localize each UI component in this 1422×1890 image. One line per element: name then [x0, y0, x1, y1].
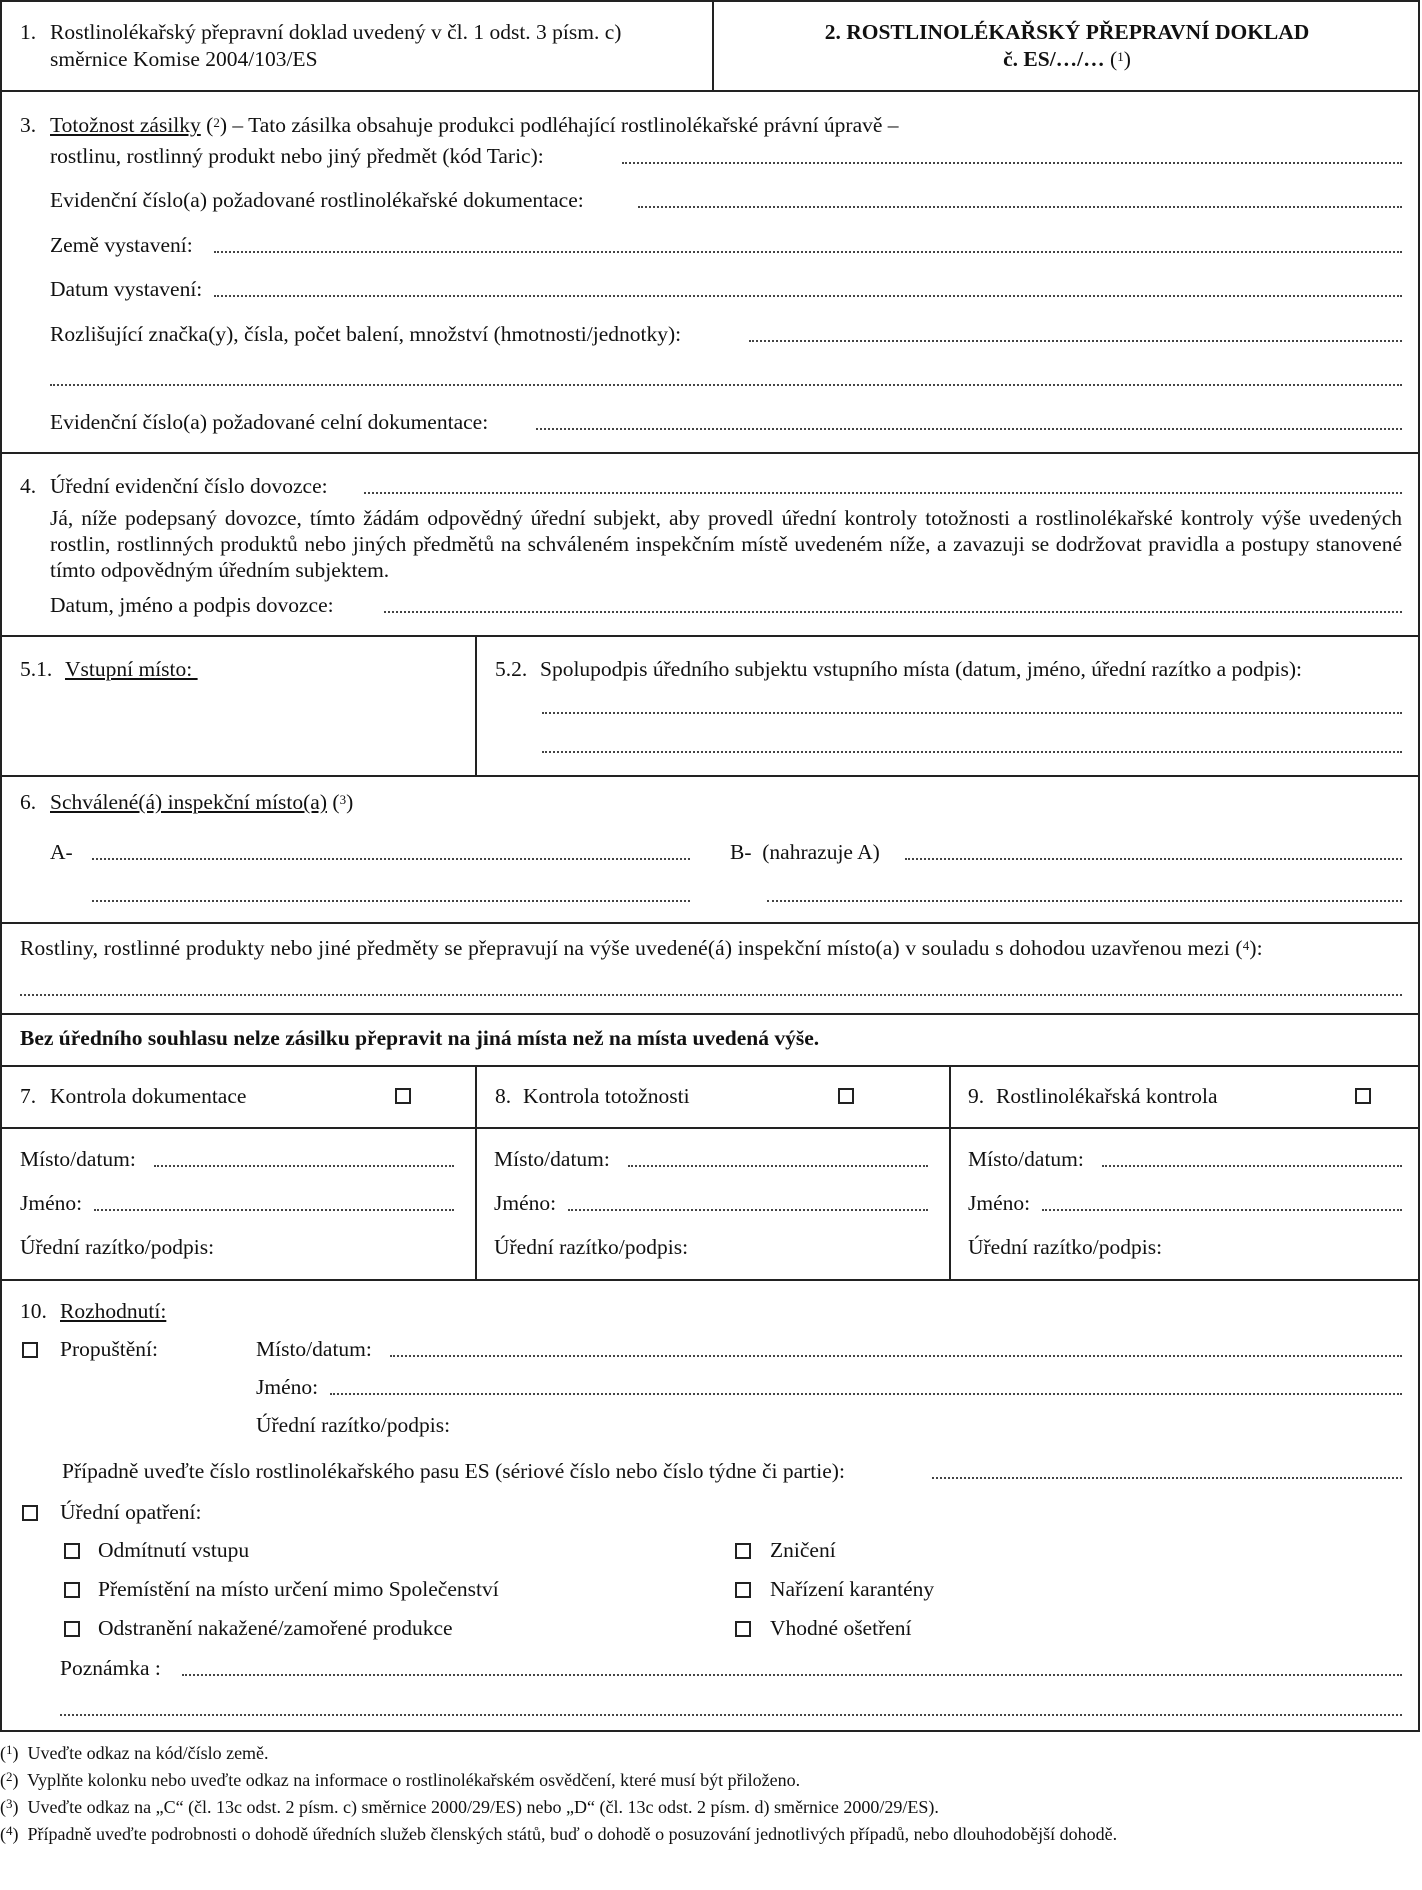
box7-name-field[interactable]: [94, 1209, 454, 1211]
plant-health-check-checkbox[interactable]: [1355, 1088, 1371, 1104]
box51-number: 5.1.: [20, 657, 53, 681]
box9-name-label: Jméno:: [968, 1191, 1031, 1215]
box8-name-field[interactable]: [568, 1209, 928, 1211]
footnote-ref-4: 4: [1242, 938, 1250, 953]
footnote-1: ($^1$) Uveďte odkaz na kód/číslo země.: [0, 1742, 269, 1763]
footnote-3: ($^3$) Uveďte odkaz na „C“ (čl. 13c odst. 2 písm. c) směrnice 2000/29/ES) nebo „D“ (čl. 13c odst. 2 písm. d) směrnice 2000/29/ES).: [0, 1796, 939, 1817]
inspection-site-b-field[interactable]: [905, 858, 1402, 860]
box8-label: Kontrola totožnosti: [523, 1084, 690, 1108]
countersign-field-2[interactable]: [542, 751, 1402, 753]
passport-label: Případně uveďte číslo rostlinolékařského pasu ES (sériové číslo nebo číslo týdne či partie):: [62, 1459, 845, 1483]
box7-number: 7.: [20, 1084, 37, 1108]
treatment-checkbox[interactable]: [735, 1621, 751, 1637]
quarantine-label: Nařízení karantény: [770, 1577, 935, 1601]
box9-stamp-label: Úřední razítko/podpis:: [968, 1235, 1163, 1259]
box8-place-field[interactable]: [628, 1165, 928, 1167]
note-field[interactable]: [182, 1674, 1402, 1676]
taric-code-field[interactable]: [622, 162, 1402, 164]
importer-signature-field[interactable]: [384, 611, 1402, 613]
relocation-label: Přemístění na místo určení mimo Společenství: [98, 1577, 499, 1601]
box2-number-text: č. ES/…/…: [1003, 47, 1105, 71]
box8-stamp-label: Úřední razítko/podpis:: [494, 1235, 689, 1259]
box6-number: 6.: [20, 790, 37, 814]
customs-doc-number-field[interactable]: [536, 428, 1402, 430]
passport-number-field[interactable]: [932, 1477, 1402, 1479]
release-checkbox[interactable]: [22, 1342, 38, 1358]
country-of-issue-field[interactable]: [214, 251, 1402, 253]
box3-heading: Totožnost zásilky: [50, 113, 201, 137]
box6-a-label: A-: [50, 840, 73, 864]
marks-quantity-field-2[interactable]: [50, 384, 1402, 386]
box7-place-field[interactable]: [154, 1165, 454, 1167]
box3-intro: – Tato zásilka obsahuje produkci podléhající rostlinolékařské právní úpravě –: [226, 113, 899, 137]
note-label: Poznámka :: [60, 1656, 161, 1680]
footnote-ref-3: 3: [339, 792, 347, 807]
official-measures-checkbox[interactable]: [22, 1505, 38, 1521]
removal-checkbox[interactable]: [64, 1621, 80, 1637]
agreement-field[interactable]: [20, 994, 1402, 996]
box7-place-label: Místo/datum:: [20, 1147, 136, 1171]
transport-statement: Rostliny, rostlinné produkty nebo jiné předměty se přepravují na výše uvedené(á) inspekční místo(a) v souladu s dohodou uzavřenou mezi ($^4$):: [20, 936, 1263, 960]
release-name-field[interactable]: [330, 1393, 1402, 1395]
box9-name-field[interactable]: [1042, 1209, 1402, 1211]
release-label: Propuštění:: [60, 1337, 158, 1361]
box9-place-label: Místo/datum:: [968, 1147, 1084, 1171]
removal-label: Odstranění nakažené/zamořené produkce: [98, 1616, 453, 1640]
doc-check-checkbox[interactable]: [395, 1088, 411, 1104]
box2-title: 2. ROSTLINOLÉKAŘSKÝ PŘEPRAVNÍ DOKLAD: [824, 20, 1310, 44]
transport-warning: Bez úředního souhlasu nelze zásilku přepravit na jiná místa než na místa uvedená výše.: [20, 1026, 820, 1050]
box7-name-label: Jméno:: [20, 1191, 83, 1215]
box7-label: Kontrola dokumentace: [50, 1084, 247, 1108]
quarantine-checkbox[interactable]: [735, 1582, 751, 1598]
release-place-field[interactable]: [390, 1355, 1402, 1357]
importer-registration-field[interactable]: [364, 492, 1402, 494]
box9-place-field[interactable]: [1102, 1165, 1402, 1167]
box6-b-label: B- (nahrazuje A): [730, 840, 880, 864]
release-place-label: Místo/datum:: [256, 1337, 372, 1361]
marks-quantity-field[interactable]: [749, 340, 1402, 342]
box3-line2: rostlinu, rostlinný produkt nebo jiný předmět (kód Taric):: [50, 144, 544, 168]
box3-field2-label: Země vystavení:: [50, 233, 193, 257]
inspection-site-a-field-2[interactable]: [92, 900, 690, 902]
inspection-site-a-field[interactable]: [92, 858, 690, 860]
footnote-ref-2: 2: [213, 115, 220, 130]
release-stamp-label: Úřední razítko/podpis:: [256, 1413, 451, 1437]
box3-field5-label: Evidenční číslo(a) požadované celní dokumentace:: [50, 410, 489, 434]
box3-number: 3.: [20, 113, 37, 137]
box8-name-label: Jméno:: [494, 1191, 557, 1215]
refusal-label: Odmítnutí vstupu: [98, 1538, 250, 1562]
box3-field3-label: Datum vystavení:: [50, 277, 203, 301]
box4-declaration: Já, níže podepsaný dovozce, tímto žádám odpovědný úřední subjekt, aby provedl úřední kontroly totožnosti a rostlinolékařské kontroly výše uvedených rostlin, rostlinných produktů nebo jiných předmětů na schváleném inspekčním místě uvedeném níže, a zavazuji se dodržovat pravidla a postupy stanovené tímto odpovědným úředním subjektem.: [50, 506, 1402, 583]
box3-field4-label: Rozlišující značka(y), čísla, počet balení, množství (hmotnosti/jednotky):: [50, 322, 682, 346]
box6-heading: Schválené(á) inspekční místo(a) ($^3$): [50, 790, 354, 814]
note-field-2[interactable]: [60, 1714, 1402, 1716]
box9-label: Rostlinolékařská kontrola: [996, 1084, 1218, 1108]
box10-heading: Rozhodnutí:: [60, 1299, 167, 1323]
official-measures-label: Úřední opatření:: [60, 1500, 202, 1524]
box2-doc-number: č. ES/…/… ($^1$): [1003, 47, 1131, 71]
box51-label: Vstupní místo:: [65, 657, 198, 681]
footnote-2: ($^2$) Vyplňte kolonku nebo uveďte odkaz na informace o rostlinolékařském osvědčení, které musí být přiloženo.: [0, 1769, 801, 1790]
phyto-doc-number-field[interactable]: [638, 206, 1402, 208]
box3-heading-line: Totožnost zásilky ($^2$) – Tato zásilka obsahuje produkci podléhající rostlinolékařské právní úpravě –: [50, 113, 899, 137]
box3-field1-label: Evidenční číslo(a) požadované rostlinolékařské dokumentace:: [50, 188, 584, 212]
date-of-issue-field[interactable]: [214, 295, 1402, 297]
box1-line2: směrnice Komise 2004/103/ES: [50, 47, 318, 71]
transport-text: Rostliny, rostlinné produkty nebo jiné předměty se přepravují na výše uvedené(á) inspekční místo(a) v souladu s dohodou uzavřenou mezi: [20, 936, 1230, 960]
refusal-checkbox[interactable]: [64, 1543, 80, 1559]
box10-number: 10.: [20, 1299, 47, 1323]
release-name-label: Jméno:: [256, 1375, 319, 1399]
box4-label: Úřední evidenční číslo dovozce:: [50, 474, 328, 498]
footnote-ref-1: 1: [1117, 49, 1124, 64]
box1-number: 1.: [20, 20, 37, 44]
box6-label: Schválené(á) inspekční místo(a): [50, 790, 328, 814]
box52-number: 5.2.: [495, 657, 528, 681]
box9-number: 9.: [968, 1084, 985, 1108]
box52-label: Spolupodpis úředního subjektu vstupního místa (datum, jméno, úřední razítko a podpis):: [540, 657, 1302, 681]
countersign-field-1[interactable]: [542, 712, 1402, 714]
box8-place-label: Místo/datum:: [494, 1147, 610, 1171]
identity-check-checkbox[interactable]: [838, 1088, 854, 1104]
destruction-checkbox[interactable]: [735, 1543, 751, 1559]
inspection-site-b-field-2[interactable]: [767, 900, 1402, 902]
relocation-checkbox[interactable]: [64, 1582, 80, 1598]
footnote-4: ($^4$) Případně uveďte podrobnosti o dohodě úředních služeb členských států, buď o dohodě o posuzování jednotlivých případů, nebo dlouhodobější dohodě.: [0, 1823, 1118, 1844]
treatment-label: Vhodné ošetření: [770, 1616, 912, 1640]
box8-number: 8.: [495, 1084, 512, 1108]
destruction-label: Zničení: [770, 1538, 836, 1562]
box4-sign-label: Datum, jméno a podpis dovozce:: [50, 593, 334, 617]
box1-line1: Rostlinolékařský přepravní doklad uvedený v čl. 1 odst. 3 písm. c): [50, 20, 622, 44]
box4-number: 4.: [20, 474, 37, 498]
box7-stamp-label: Úřední razítko/podpis:: [20, 1235, 215, 1259]
